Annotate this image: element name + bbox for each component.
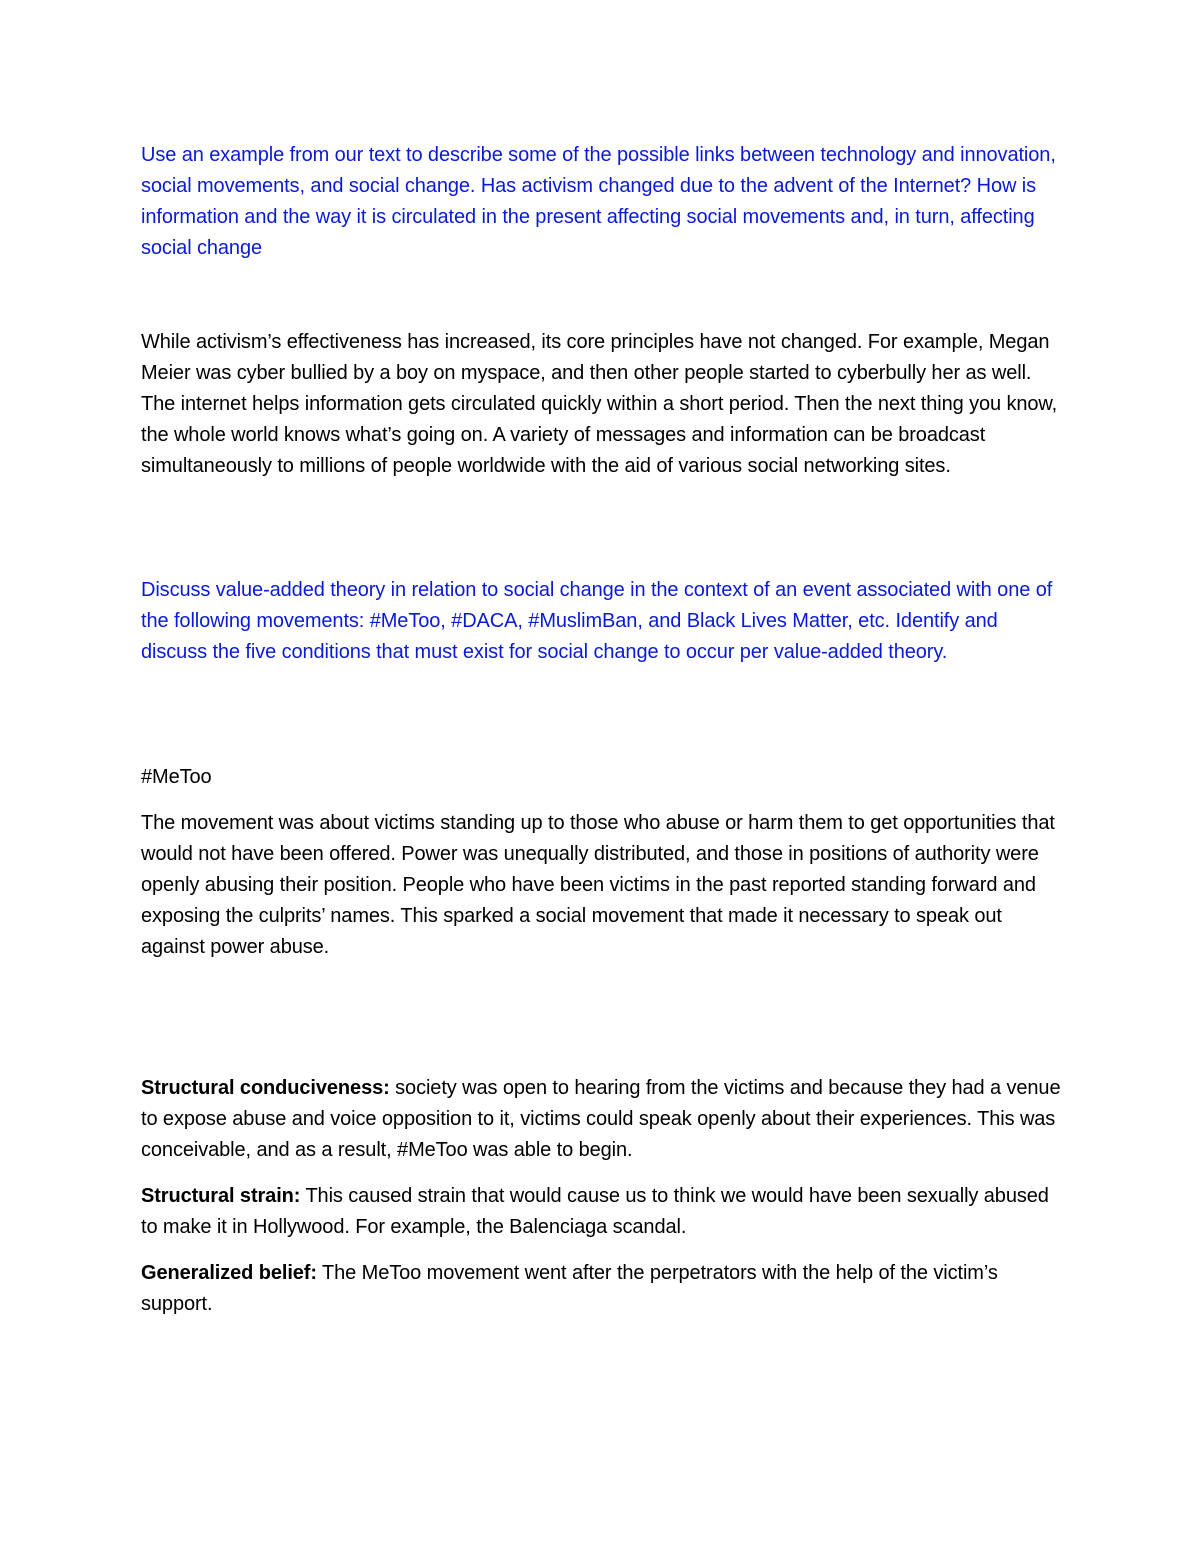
movement-description: The movement was about victims standing up to those who abuse or harm them to get opportunities that would not have been offered. Power was unequally distributed, and those in positions of authority were openly abusing their position. People who have been victims in the past reported standing forward and exposing the culprits’ names. This sparked a social movement that made it necessary to speak out against power abuse. bbox=[141, 812, 1055, 958]
condition-structural-strain bbox=[141, 1181, 1061, 1243]
question-technology-social-movements: Use an example from our text to describe some of the possible links between technology and innovation, social movements, and social change. Has activism changed due to the advent of the Internet? How is information and the way it is circulated in the present affecting social movements and, in turn, affecting social change bbox=[141, 144, 1056, 259]
condition-label: Structural strain: bbox=[141, 1185, 301, 1207]
condition-label: Structural conduciveness: bbox=[141, 1077, 390, 1099]
condition-text: This caused strain that would cause us to think we would have been sexually abused to make it in Hollywood. For example, the Balenciaga scandal. bbox=[141, 1185, 1049, 1238]
condition-structural-conduciveness bbox=[141, 1073, 1061, 1166]
answer-activism-internet: While activism’s effectiveness has increased, its core principles have not changed. For example, Megan Meier was cyber bullied by a boy on myspace, and then other people started to cyberbully her as well. The internet helps information gets circulated quickly within a short period. Then the next thing you know, the whole world knows what’s going on. A variety of messages and information can be broadcast simultaneously to millions of people worldwide with the aid of various social networking sites. bbox=[141, 331, 1058, 477]
condition-generalized-belief bbox=[141, 1258, 1061, 1320]
question-value-added-theory: Discuss value-added theory in relation to social change in the context of an event associated with one of the following movements: #MeToo, #DACA, #MuslimBan, and Black Lives Matter, etc. Identify and discuss the five conditions that must exist for social change to occur per value-added theory. bbox=[141, 579, 1053, 663]
movement-heading: #MeToo bbox=[141, 766, 212, 788]
condition-text: society was open to hearing from the victims and because they had a venue to expose abuse and voice opposition to it, victims could speak openly about their experiences. This was conceivable, and as a result, #MeToo was able to begin. bbox=[141, 1077, 1061, 1161]
condition-label: Generalized belief: bbox=[141, 1262, 317, 1284]
condition-text: The MeToo movement went after the perpetrators with the help of the victim’s support. bbox=[141, 1262, 998, 1315]
